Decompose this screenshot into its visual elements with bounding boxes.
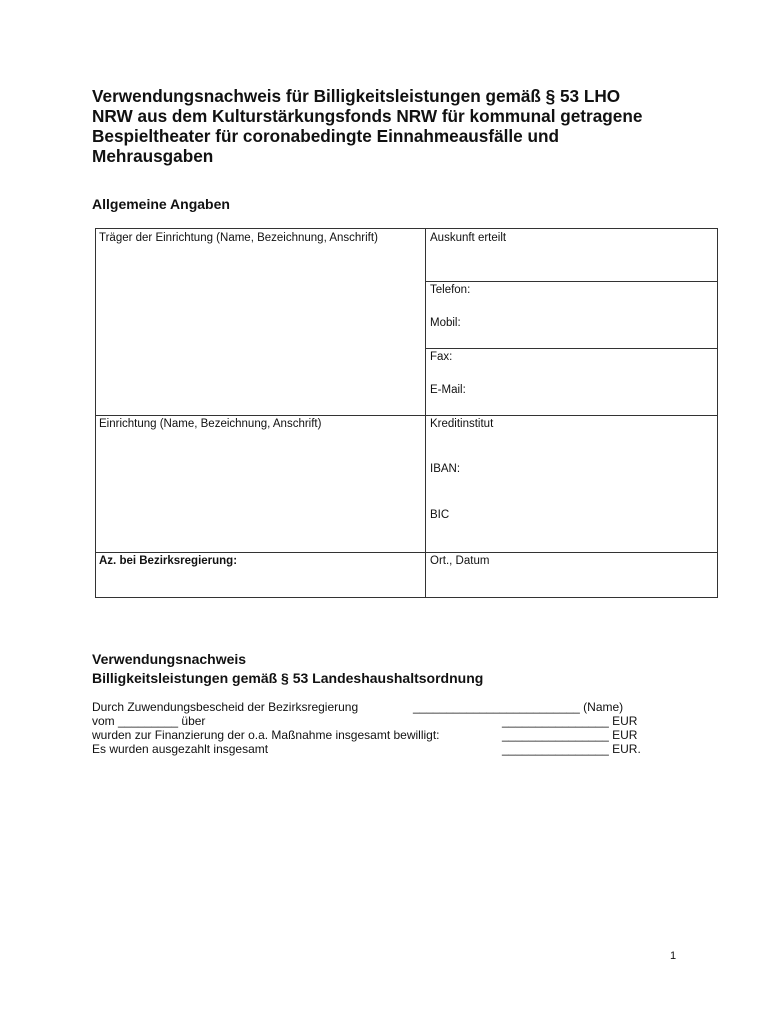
page-number: 1 (670, 950, 677, 962)
title-line: NRW aus dem Kulturstärkungsfonds NRW für kommunal getragene (92, 106, 643, 126)
einrichtung-field-label: Einrichtung (Name, Bezeichnung, Anschrift) (99, 418, 322, 430)
auskunft-field-label: Auskunft erteilt (430, 232, 507, 244)
table-divider (96, 415, 717, 416)
iban-field-label: IBAN: (430, 463, 461, 475)
statement-bescheid-text: Durch Zuwendungsbescheid der Bezirksregierung (92, 700, 359, 714)
title-line: Bespieltheater für coronabedingte Einnahmeausfälle und (92, 126, 560, 146)
heading-line: Verwendungsnachweis (92, 651, 247, 667)
ort-datum-field-label: Ort., Datum (430, 555, 490, 567)
fax-field-label: Fax: (430, 351, 453, 363)
title-line: Mehrausgaben (92, 146, 214, 166)
general-info-table (95, 228, 718, 598)
table-divider (425, 229, 426, 597)
statement-bewilligt-text: wurden zur Finanzierung der o.a. Maßnahme insgesamt bewilligt: (92, 728, 440, 742)
verwendungsnachweis-heading (92, 650, 483, 688)
statement-bewilligt-blank: ________________ EUR (502, 728, 638, 742)
table-divider (425, 281, 717, 282)
kreditinstitut-field-label: Kreditinstitut (430, 418, 494, 430)
bic-field-label: BIC (430, 509, 450, 521)
general-info-heading: Allgemeine Angaben (92, 196, 230, 212)
statement-amount-blank: ________________ EUR (502, 714, 638, 728)
telefon-field-label: Telefon: (430, 284, 471, 296)
statement-ausgezahlt-blank: ________________ EUR. (502, 742, 641, 756)
statement-ausgezahlt-text: Es wurden ausgezahlt insgesamt (92, 742, 269, 756)
mobil-field-label: Mobil: (430, 317, 461, 329)
table-divider (425, 348, 717, 349)
email-field-label: E-Mail: (430, 384, 466, 396)
table-divider (96, 552, 717, 553)
title-line: Verwendungsnachweis für Billigkeitsleistungen gemäß § 53 LHO (92, 86, 621, 106)
traeger-field-label: Träger der Einrichtung (Name, Bezeichnung, Anschrift) (99, 232, 378, 244)
statement-name-blank: _________________________ (Name) (413, 700, 624, 714)
heading-line: Billigkeitsleistungen gemäß § 53 Landeshaushaltsordnung (92, 670, 484, 686)
statement-date-text: vom _________ über (92, 714, 206, 728)
document-title (92, 86, 692, 166)
az-field-label: Az. bei Bezirksregierung: (99, 555, 238, 567)
